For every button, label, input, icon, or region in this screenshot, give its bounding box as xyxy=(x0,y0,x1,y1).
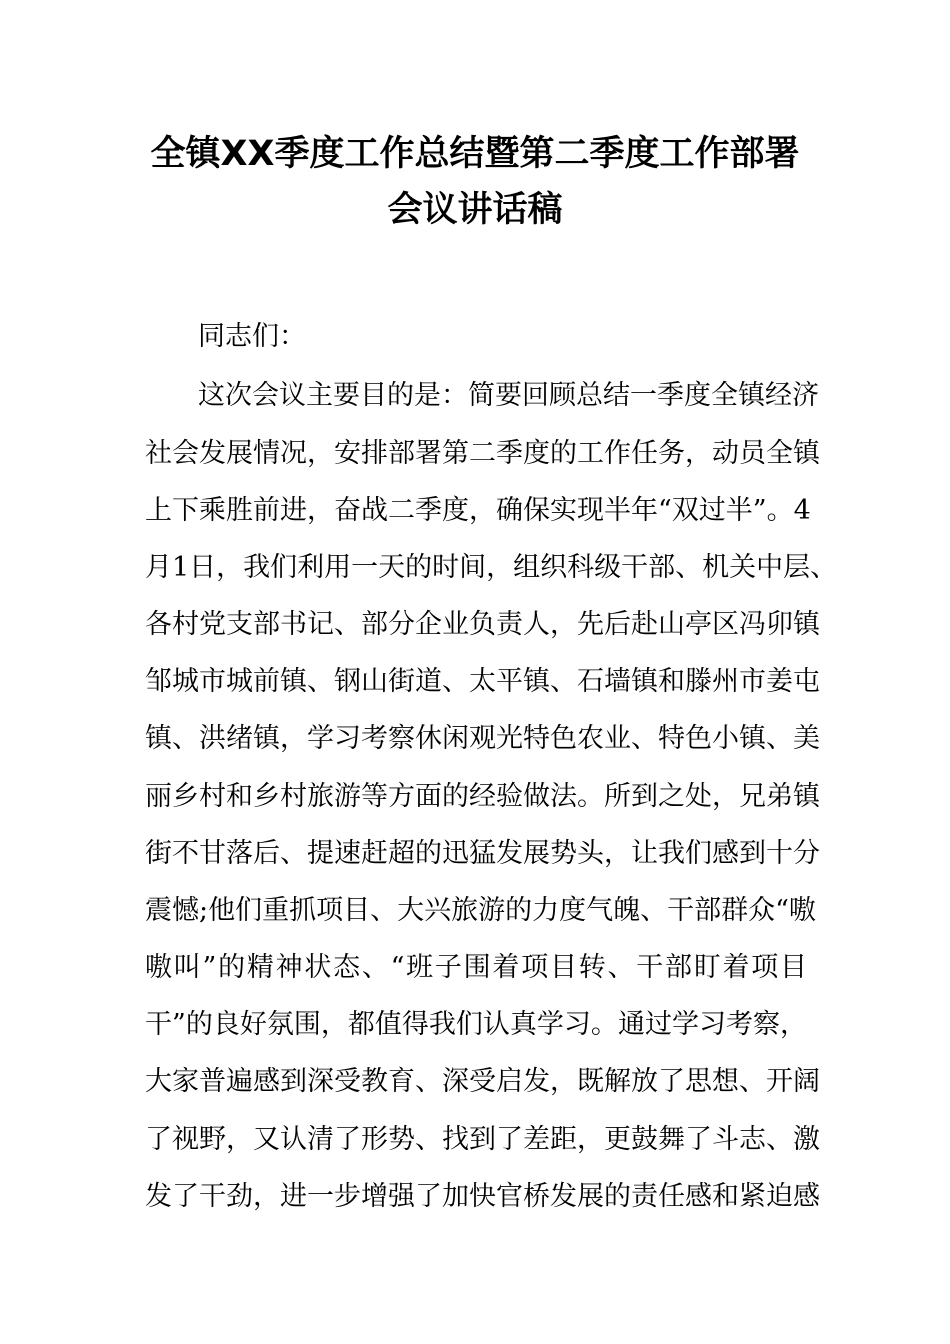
body-line: 发了干劲，进一步增强了加快官桥发展的责任感和紧迫感 xyxy=(145,1181,820,1212)
document-title-line-2: 会议讲话稿 xyxy=(387,190,563,230)
body-line: 干”的良好氛围，都值得我们认真学习。通过学习考察， xyxy=(145,1009,807,1040)
body-line: 镇、洪绪镇，学习考察休闲观光特色农业、特色小镇、美 xyxy=(145,723,820,754)
body-line: 各村党支部书记、部分企业负责人，先后赴山亭区冯卯镇 xyxy=(145,609,820,640)
body-line: 了视野，又认清了形势、找到了差距，更鼓舞了斗志、激 xyxy=(145,1124,820,1155)
body-line: 丽乡村和乡村旅游等方面的经验做法。所到之处，兄弟镇 xyxy=(145,781,820,812)
document-title-line-1: 全镇XX季度工作总结暨第二季度工作部署 xyxy=(150,134,800,174)
body-line: 这次会议主要目的是：简要回顾总结一季度全镇经济 xyxy=(198,380,819,411)
body-line: 上下乘胜前进，奋战二季度，确保实现半年“双过半”。4 xyxy=(145,495,811,526)
body-line: 街不甘落后、提速赶超的迅猛发展势头，让我们感到十分 xyxy=(145,838,820,869)
body-line: 大家普遍感到深受教育、深受启发，既解放了思想、开阔 xyxy=(145,1066,820,1097)
body-line: 嗷叫”的精神状态、“班子围着项目转、干部盯着项目 xyxy=(145,952,807,983)
salutation: 同志们： xyxy=(198,321,306,352)
body-line: 邹城市城前镇、钢山街道、太平镇、石墙镇和滕州市姜屯 xyxy=(145,666,820,697)
body-line: 月1日，我们利用一天的时间，组织科级干部、机关中层、 xyxy=(145,552,838,583)
body-line: 震憾;他们重抓项目、大兴旅游的力度气魄、干部群众“嗷 xyxy=(145,895,816,926)
body-line: 社会发展情况，安排部署第二季度的工作任务，动员全镇 xyxy=(145,438,820,469)
